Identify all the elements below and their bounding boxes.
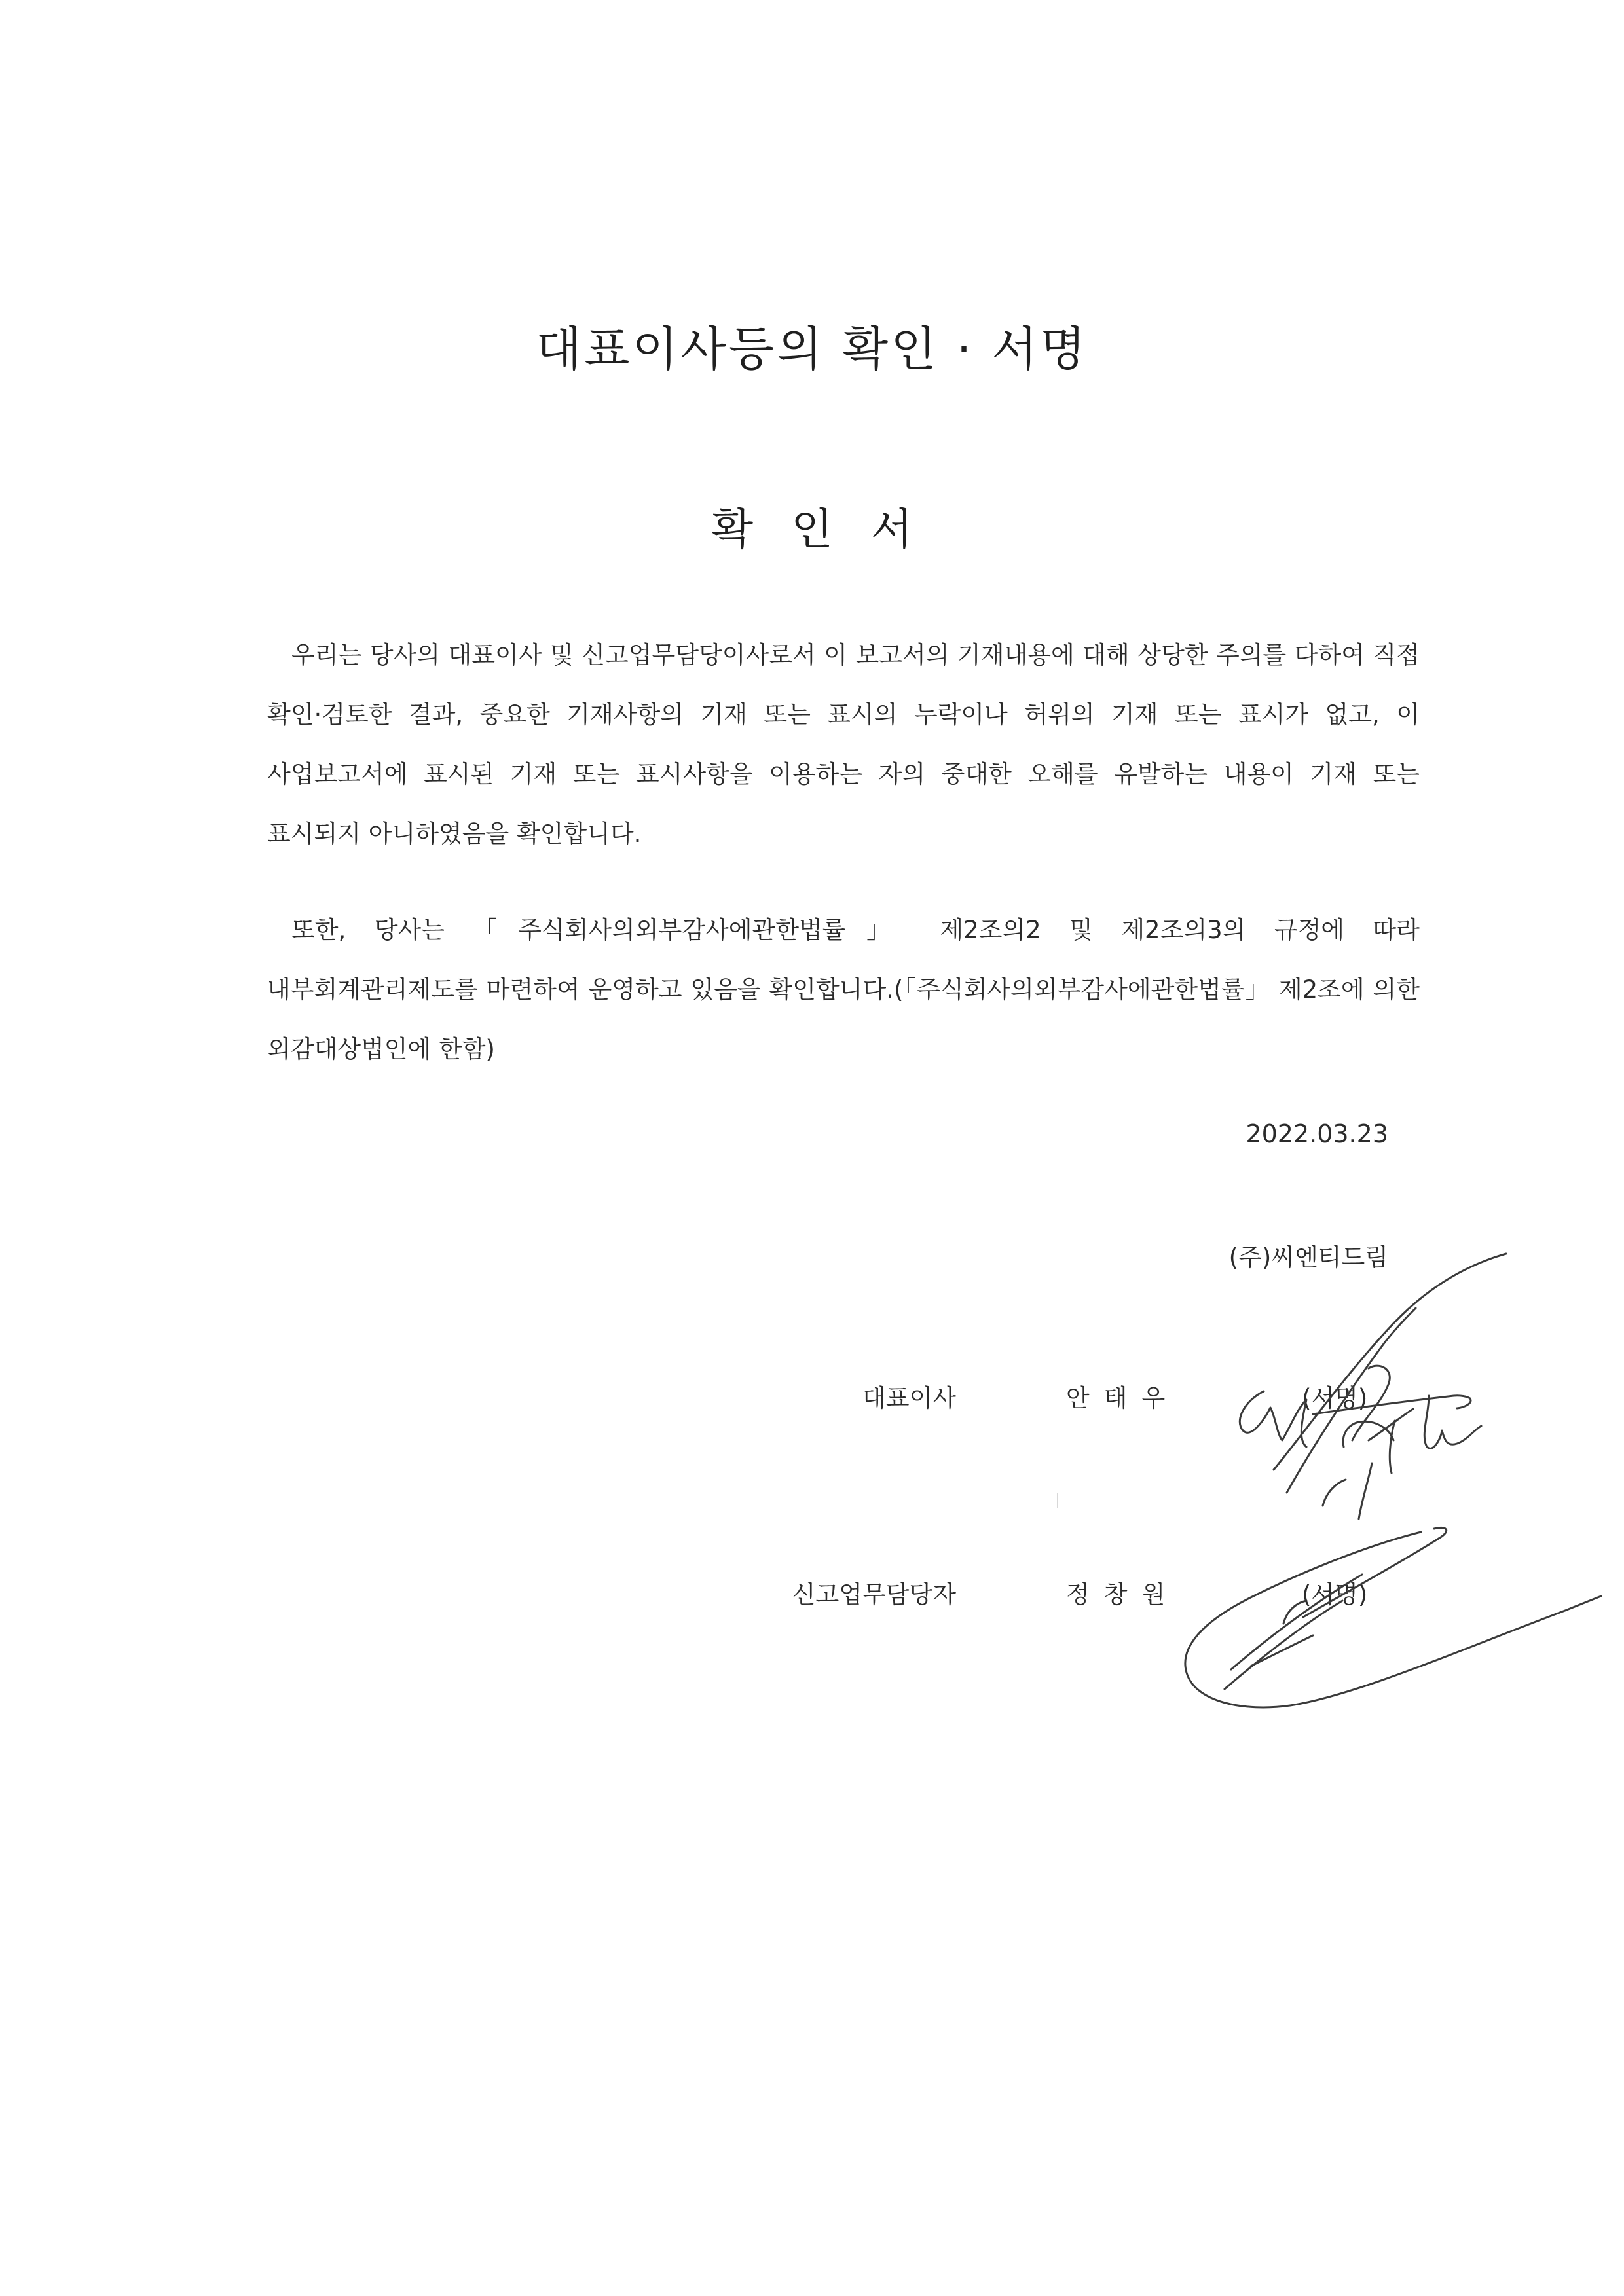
signatory-role: 신고업무담당자 <box>792 1580 956 1609</box>
company-name: (주)씨엔티드림 <box>1228 1243 1388 1271</box>
document-subtitle: 확인서 <box>711 504 951 555</box>
signature-mark-label: (서명) <box>1302 1580 1368 1609</box>
internal-control-paragraph <box>267 900 1420 1079</box>
confirmation-paragraph <box>267 625 1420 864</box>
scan-artifact <box>1057 1493 1058 1508</box>
signatory-name: 안태우 <box>1066 1384 1180 1412</box>
document-title: 대표이사등의 확인 · 서명 <box>536 321 1088 376</box>
confirmation-paragraph-text: 우리는 당사의 대표이사 및 신고업무담당이사로서 이 보고서의 기재내용에 대해 상당한 주의를 다하여 직접 확인·검토한 결과, 중요한 기재사항의 기재 또는 표시의 누락이나 허위의 기재 또는 표시가 없고, 이 사업보고서에 표시된 기재 또는 표시사항을 이용하는 자의 중대한 오해를 유발하는 내용이 기재 또는 표시되지 아니하였음을 확인합니다. <box>267 641 1420 848</box>
signatory-row-ceo <box>0 1378 1624 1417</box>
signatory-role: 대표이사 <box>862 1384 956 1412</box>
handwritten-signature-officer <box>1172 1519 1604 1728</box>
signature-mark-label: (서명) <box>1302 1384 1368 1412</box>
internal-control-paragraph-text: 또한, 당사는 「주식회사의외부감사에관한법률」 제2조의2 및 제2조의3의 규정에 따라 내부회계관리제도를 마련하여 운영하고 있음을 확인합니다.(「주식회사의외부감사에관한법률」 제2조에 의한 외감대상법인에 한함) <box>267 916 1420 1063</box>
signatory-name: 정창원 <box>1066 1580 1180 1609</box>
signatory-row-officer <box>0 1575 1624 1614</box>
document-date: 2022.03.23 <box>1246 1120 1388 1148</box>
